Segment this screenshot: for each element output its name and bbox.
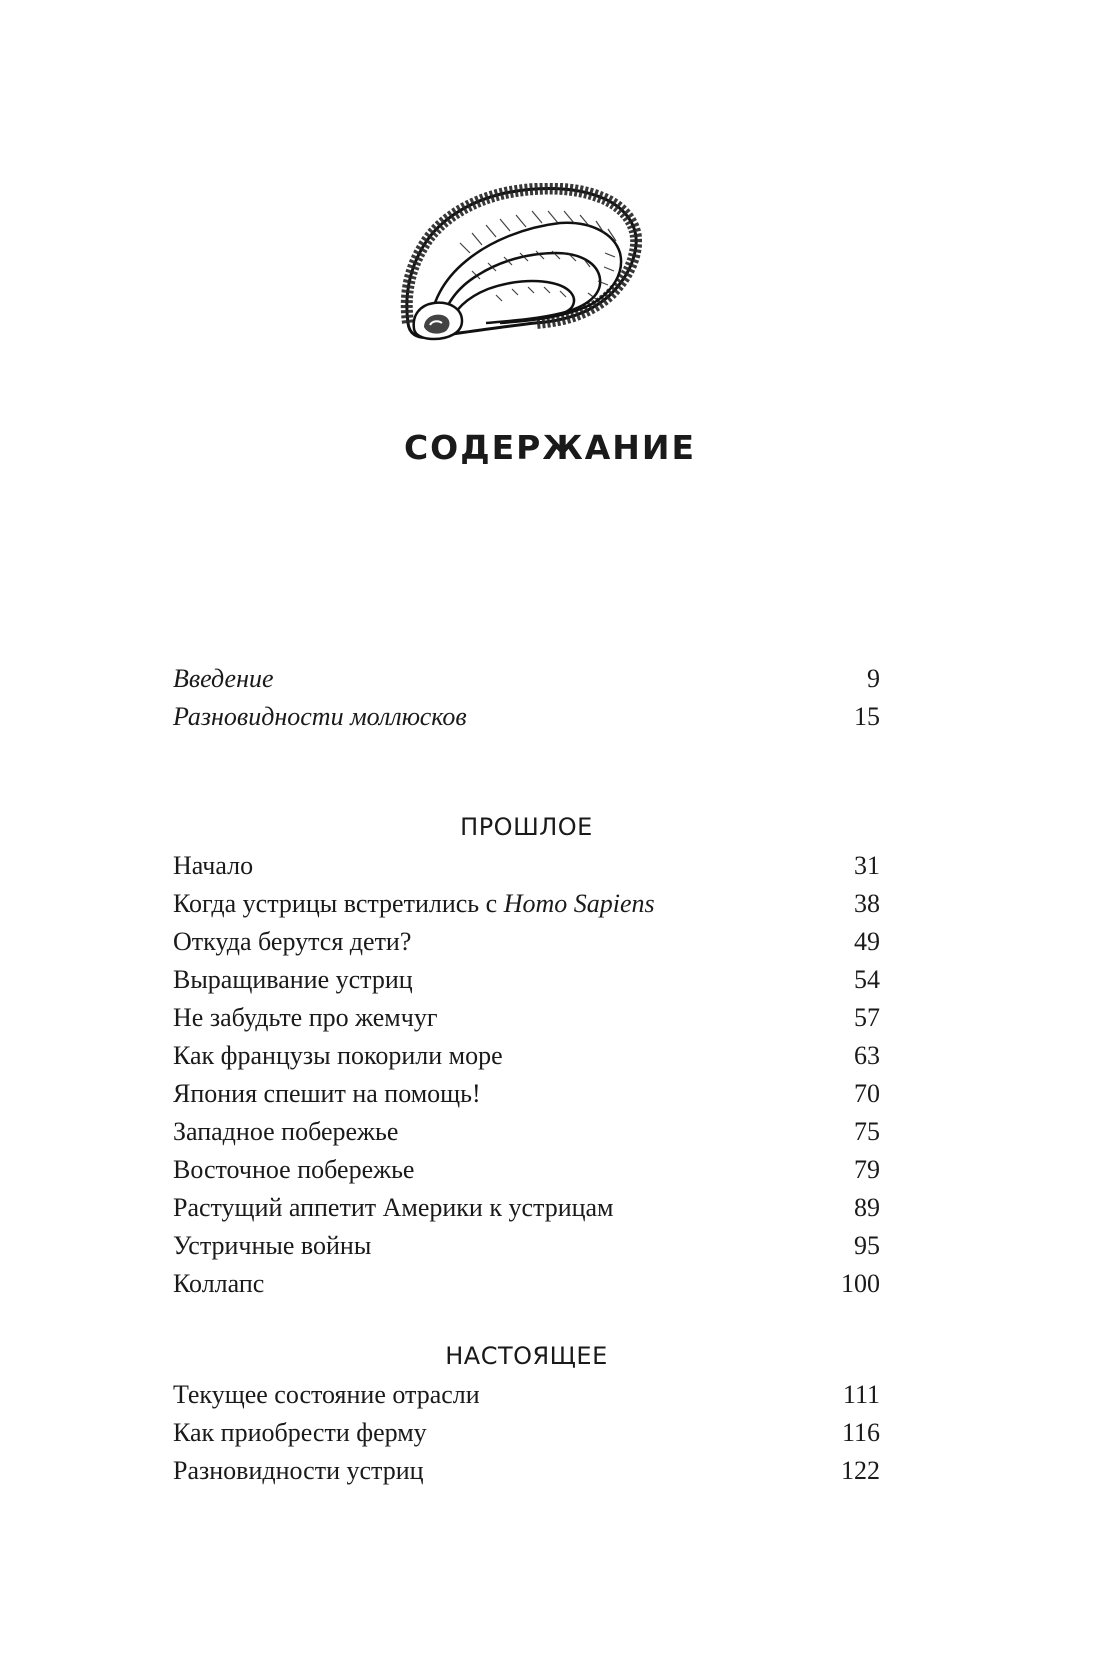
toc-entry-page: 75 — [854, 1117, 880, 1146]
toc-entry-page: 31 — [854, 851, 880, 880]
toc-entry-label: Как французы покорили море — [173, 1041, 503, 1070]
toc-entry[interactable] — [173, 1265, 880, 1303]
toc-entry-page: 54 — [854, 965, 880, 994]
section-heading: ПРОШЛОЕ — [460, 813, 593, 841]
toc-entry[interactable] — [173, 1189, 880, 1227]
oyster-shell-icon — [400, 183, 642, 343]
toc-entry-page: 89 — [854, 1193, 880, 1222]
toc-entry-page: 9 — [867, 664, 880, 693]
toc-entry-label: Коллапс — [173, 1269, 265, 1298]
toc-entry-label: Откуда берутся дети? — [173, 927, 412, 956]
toc-entry-label: Как приобрести ферму — [173, 1418, 427, 1447]
section-heading: НАСТОЯЩЕЕ — [445, 1342, 608, 1370]
toc-entry[interactable] — [173, 885, 880, 923]
toc-entry-label: Разновидности моллюсков — [173, 702, 467, 731]
toc-entry-label: Начало — [173, 851, 254, 880]
toc-entry[interactable] — [173, 1414, 880, 1452]
toc-entry[interactable] — [173, 1075, 880, 1113]
toc-entry[interactable] — [173, 1113, 880, 1151]
toc-entry-page: 49 — [854, 927, 880, 956]
toc-entry-page: 63 — [854, 1041, 880, 1070]
toc-entry[interactable] — [173, 1151, 880, 1189]
toc-entry[interactable] — [173, 1376, 880, 1414]
toc-entry[interactable] — [173, 1037, 880, 1075]
toc-entry-page: 100 — [841, 1269, 880, 1298]
toc-entry[interactable] — [173, 1227, 880, 1265]
toc-entry-page: 95 — [854, 1231, 880, 1260]
toc-entry-label: Не забудьте про жемчуг — [173, 1003, 438, 1032]
toc-entry-page: 122 — [841, 1456, 880, 1485]
toc-entry[interactable] — [173, 660, 880, 698]
toc-entry-label: Западное побережье — [173, 1117, 399, 1146]
page-title: СОДЕРЖАНИЕ — [403, 428, 697, 467]
toc-section-past — [173, 807, 880, 1303]
toc-entry-page: 79 — [854, 1155, 880, 1184]
toc-entry-label-text: Когда устрицы встретились с — [173, 889, 504, 918]
toc-entry-label: Выращивание устриц — [173, 965, 413, 994]
toc-entry-label: Разновидности устриц — [173, 1456, 424, 1485]
toc-entry-label: Введение — [173, 664, 274, 693]
table-of-contents — [173, 660, 880, 1523]
toc-entry[interactable] — [173, 923, 880, 961]
toc-entry[interactable] — [173, 698, 880, 736]
toc-entry-label: Япония спешит на помощь! — [173, 1079, 481, 1108]
toc-entry[interactable] — [173, 961, 880, 999]
toc-entry-page: 38 — [854, 889, 880, 918]
toc-entry-label: Устричные войны — [173, 1231, 372, 1260]
toc-section-present — [173, 1336, 880, 1490]
toc-entry-label: Восточное побережье — [173, 1155, 415, 1184]
toc-entry-label: Текущее состояние отрасли — [173, 1380, 480, 1409]
toc-entry-label — [173, 885, 655, 923]
toc-entry-page: 111 — [842, 1380, 880, 1409]
toc-entry-page: 70 — [854, 1079, 880, 1108]
toc-entry[interactable] — [173, 999, 880, 1037]
toc-entry[interactable] — [173, 847, 880, 885]
toc-entry-label-italic: Homo Sapiens — [503, 889, 655, 918]
toc-entry[interactable] — [173, 1452, 880, 1490]
toc-entry-page: 57 — [854, 1003, 880, 1032]
toc-intro-group — [173, 660, 880, 736]
toc-entry-page: 116 — [841, 1418, 880, 1447]
toc-entry-page: 15 — [854, 702, 880, 731]
toc-entry-label: Растущий аппетит Америки к устрицам — [173, 1193, 614, 1222]
